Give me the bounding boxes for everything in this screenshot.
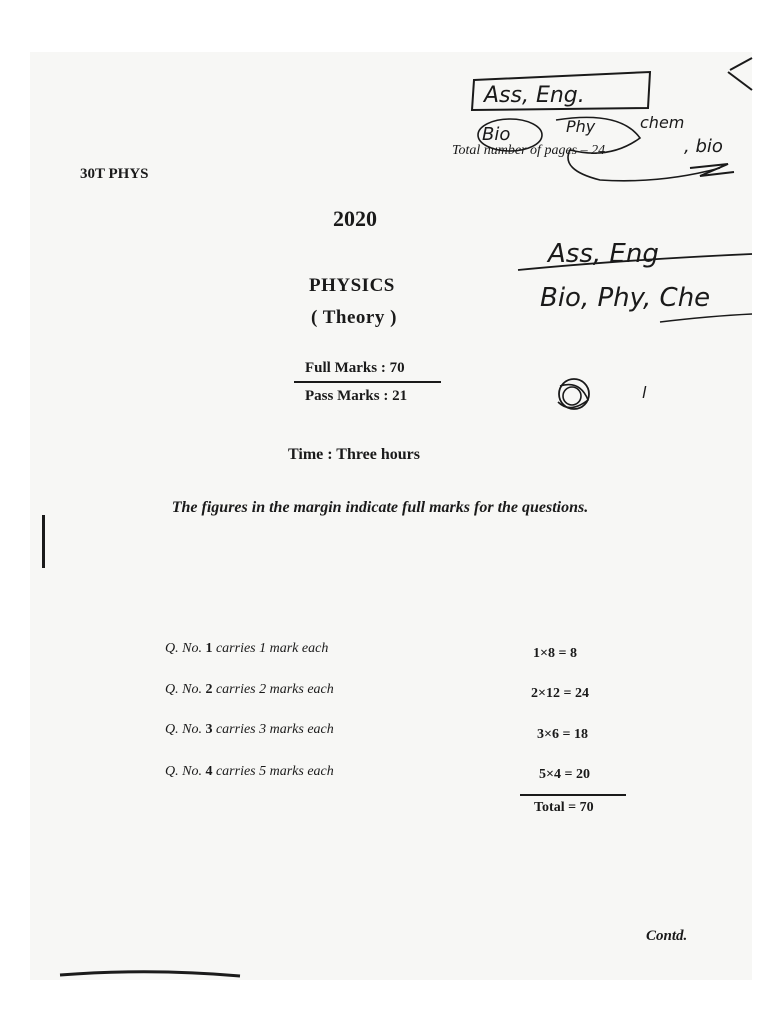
handwritten-stray-mark: l bbox=[642, 383, 647, 402]
question-marks-label: Q. No. 2 carries 2 marks each bbox=[165, 682, 334, 697]
question-marks-label: Q. No. 1 carries 1 mark each bbox=[165, 641, 329, 656]
handwritten-phy: Phy bbox=[566, 117, 596, 136]
subject-title: PHYSICS bbox=[309, 275, 395, 296]
marks-divider bbox=[294, 381, 441, 383]
full-marks: Full Marks : 70 bbox=[305, 360, 405, 376]
handwritten-right-line1: Ass, Eng bbox=[548, 239, 659, 269]
continued-note: Contd. bbox=[646, 928, 688, 944]
handwritten-right-line2: Bio, Phy, Che bbox=[540, 283, 711, 313]
question-marks-label: Q. No. 4 carries 5 marks each bbox=[165, 764, 334, 779]
question-marks-calculation: 2×12 = 24 bbox=[531, 686, 589, 701]
exam-time: Time : Three hours bbox=[288, 446, 421, 463]
subject-code: 30T PHYS bbox=[80, 166, 149, 182]
question-marks-calculation: 1×8 = 8 bbox=[533, 646, 577, 661]
total-divider bbox=[520, 794, 626, 796]
question-marks-label: Q. No. 3 carries 3 marks each bbox=[165, 722, 334, 737]
handwritten-top-note: Ass, Eng. bbox=[484, 83, 585, 108]
handwritten-bio-2: , bio bbox=[684, 136, 723, 157]
marks-instruction: The figures in the margin indicate full marks for the questions. bbox=[171, 499, 589, 516]
total-pages-note: Total number of pages – 24 bbox=[452, 143, 606, 158]
question-marks-calculation: 3×6 = 18 bbox=[537, 727, 588, 742]
paper-type: ( Theory ) bbox=[311, 307, 397, 328]
question-marks-calculation: 5×4 = 20 bbox=[539, 767, 590, 782]
total-marks: Total = 70 bbox=[534, 800, 594, 815]
exam-year: 2020 bbox=[333, 206, 377, 231]
pass-marks: Pass Marks : 21 bbox=[305, 388, 408, 404]
handwritten-chem: chem bbox=[640, 113, 685, 132]
handwritten-bio: Bio bbox=[482, 124, 511, 145]
